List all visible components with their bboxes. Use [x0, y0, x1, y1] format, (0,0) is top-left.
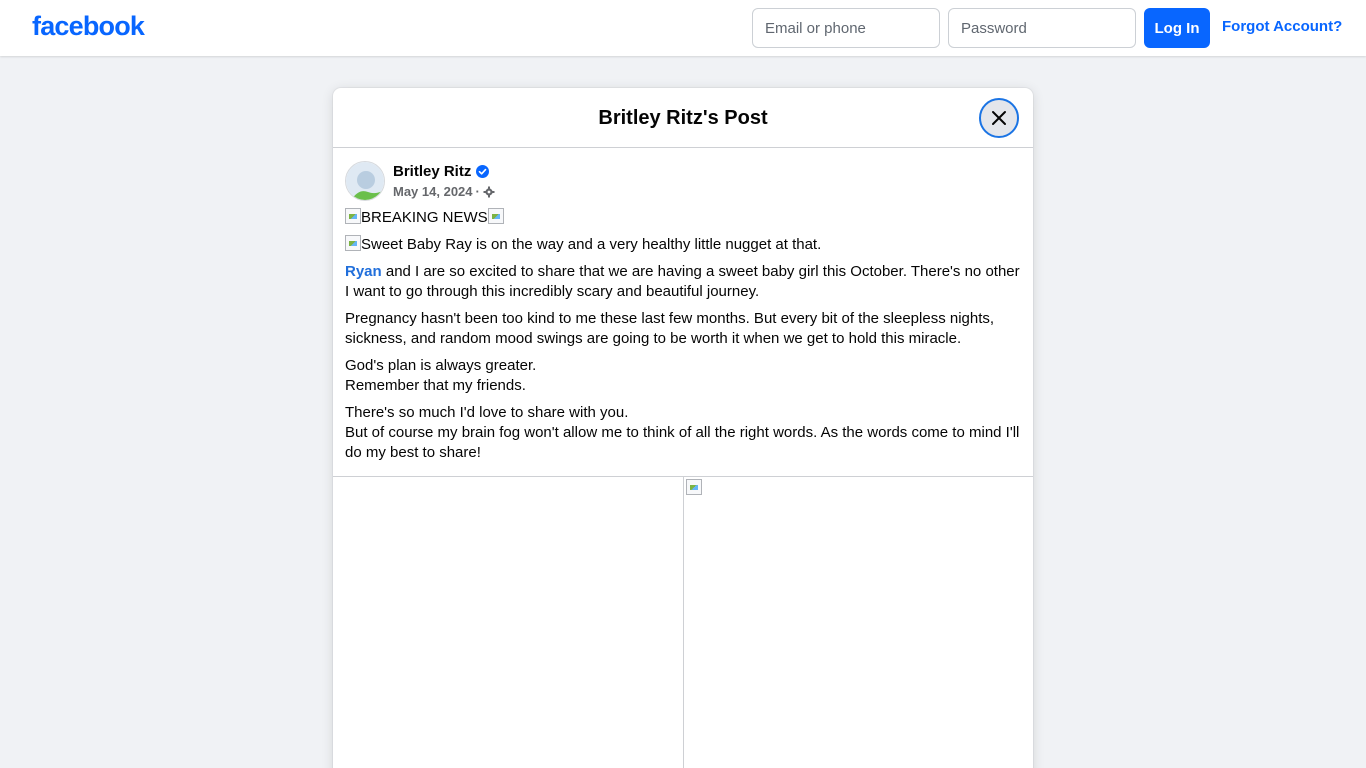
post-dialog-title: Britley Ritz's Post	[598, 107, 768, 129]
author-row	[393, 163, 489, 180]
breaking-news-text: BREAKING NEWS	[361, 209, 488, 226]
post-photo-left[interactable]	[333, 477, 684, 768]
post-text	[345, 208, 1025, 470]
email-field[interactable]	[752, 8, 940, 48]
mention-link[interactable]: Ryan	[345, 263, 382, 280]
password-field[interactable]	[948, 8, 1136, 48]
paragraph-1-text: and I are so excited to share that we are having a sweet baby girl this October. There's no other I want to go through this incredibly scary and beautiful journey.	[345, 263, 1020, 300]
verified-badge-icon	[476, 165, 489, 178]
post-line-breaking	[345, 208, 1025, 228]
close-button[interactable]	[979, 98, 1019, 138]
gear-icon	[483, 186, 495, 198]
post-media-grid	[333, 476, 1033, 768]
avatar[interactable]	[345, 161, 385, 201]
post-line-sweet-baby	[345, 235, 1025, 255]
meta-separator: ·	[475, 184, 480, 199]
post-paragraph-1	[345, 262, 1025, 302]
broken-emoji-icon	[345, 235, 361, 251]
paragraph-4-line-1: There's so much I'd love to share with you.	[345, 404, 629, 421]
broken-emoji-icon	[488, 208, 504, 224]
close-icon	[991, 110, 1007, 126]
post-paragraph-4	[345, 403, 1025, 463]
sweet-baby-text: Sweet Baby Ray is on the way and a very healthy little nugget at that.	[361, 236, 822, 253]
avatar-image	[346, 162, 385, 201]
post-photo-right[interactable]	[684, 477, 1033, 768]
facebook-logo[interactable]: facebook	[32, 11, 145, 41]
post-meta	[393, 184, 495, 199]
top-navigation-bar	[0, 0, 1366, 56]
paragraph-3-line-2: Remember that my friends.	[345, 377, 526, 394]
forgot-account-link[interactable]: Forgot Account?	[1222, 18, 1343, 35]
post-paragraph-2: Pregnancy hasn't been too kind to me these last few months. But every bit of the sleepless nights, sickness, and random mood swings are going to be worth it when we get to hold this miracle.	[345, 310, 995, 347]
post-dialog	[333, 88, 1033, 768]
post-date[interactable]: May 14, 2024	[393, 184, 473, 199]
paragraph-4-line-2: But of course my brain fog won't allow me to think of all the right words. As the words come to mind I'll do my best to share!	[345, 424, 1020, 461]
login-button[interactable]: Log In	[1144, 8, 1210, 48]
post-dialog-header	[333, 88, 1033, 148]
author-name[interactable]: Britley Ritz	[393, 163, 472, 180]
broken-image-icon	[686, 479, 702, 495]
paragraph-3-line-1: God's plan is always greater.	[345, 357, 537, 374]
broken-emoji-icon	[345, 208, 361, 224]
post-paragraph-3	[345, 356, 1025, 396]
